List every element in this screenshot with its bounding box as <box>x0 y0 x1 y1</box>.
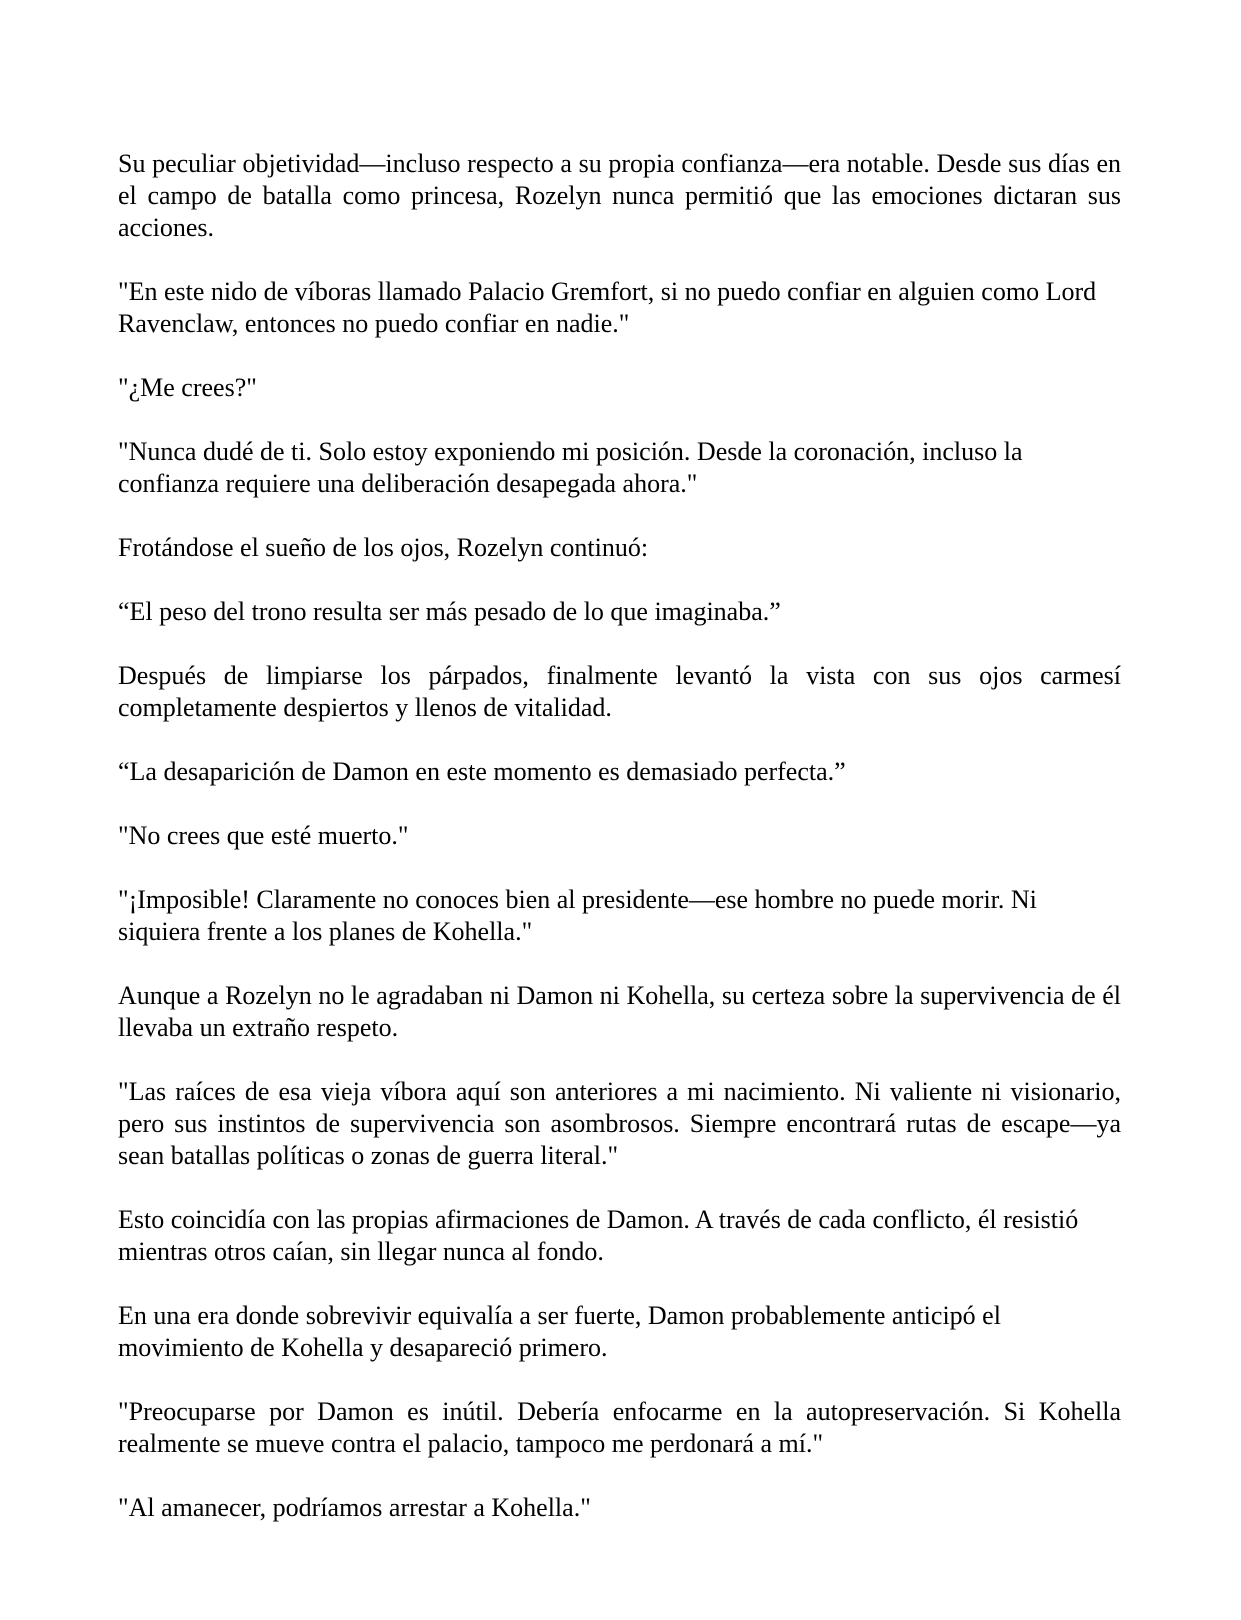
paragraph: “El peso del trono resulta ser más pesado de lo que imaginaba.” <box>118 597 781 626</box>
paragraph: En una era donde sobrevivir equivalía a ser fuerte, Damon probablemente anticipó el movimiento de Kohella y desapareció primero. <box>118 1301 1001 1362</box>
paragraph: "Las raíces de esa vieja víbora aquí son anteriores a mi nacimiento. Ni valiente ni visionario, pero sus instintos de supervivencia son asombrosos. Siempre encontrará rutas de escape—ya sean batallas políticas o zonas de guerra literal." <box>118 1077 1121 1170</box>
paragraph: Su peculiar objetividad—incluso respecto a su propia confianza—era notable. Desde sus días en el campo de batalla como princesa, Rozelyn nunca permitió que las emociones dictaran sus acciones. <box>118 149 1121 242</box>
paragraph: "No crees que esté muerto." <box>118 821 409 850</box>
paragraph: "Preocuparse por Damon es inútil. Debería enfocarme en la autopreservación. Si Kohella realmente se mueve contra el palacio, tampoco me perdonará a mí." <box>118 1397 1121 1458</box>
paragraph: "¡Imposible! Claramente no conoces bien al presidente—ese hombre no puede morir. Ni siquiera frente a los planes de Kohella." <box>118 885 1037 946</box>
paragraph: “La desaparición de Damon en este momento es demasiado perfecta.” <box>118 757 846 786</box>
paragraph: "¿Me crees?" <box>118 373 257 402</box>
paragraph: "Nunca dudé de ti. Solo estoy exponiendo mi posición. Desde la coronación, incluso la confianza requiere una deliberación desapegada ahora." <box>118 437 1023 498</box>
paragraph: Aunque a Rozelyn no le agradaban ni Damon ni Kohella, su certeza sobre la supervivencia de él llevaba un extraño respeto. <box>118 981 1121 1042</box>
paragraph: Después de limpiarse los párpados, finalmente levantó la vista con sus ojos carmesí completamente despiertos y llenos de vitalidad. <box>118 661 1121 722</box>
paragraph: "Al amanecer, podríamos arrestar a Kohella." <box>118 1493 591 1522</box>
paragraph: Frotándose el sueño de los ojos, Rozelyn continuó: <box>118 533 649 562</box>
document-body <box>118 148 1121 1556</box>
paragraph: "En este nido de víboras llamado Palacio Gremfort, si no puedo confiar en alguien como Lord Ravenclaw, entonces no puedo confiar en nadie." <box>118 277 1097 338</box>
paragraph: Esto coincidía con las propias afirmaciones de Damon. A través de cada conflicto, él resistió mientras otros caían, sin llegar nunca al fondo. <box>118 1205 1079 1266</box>
